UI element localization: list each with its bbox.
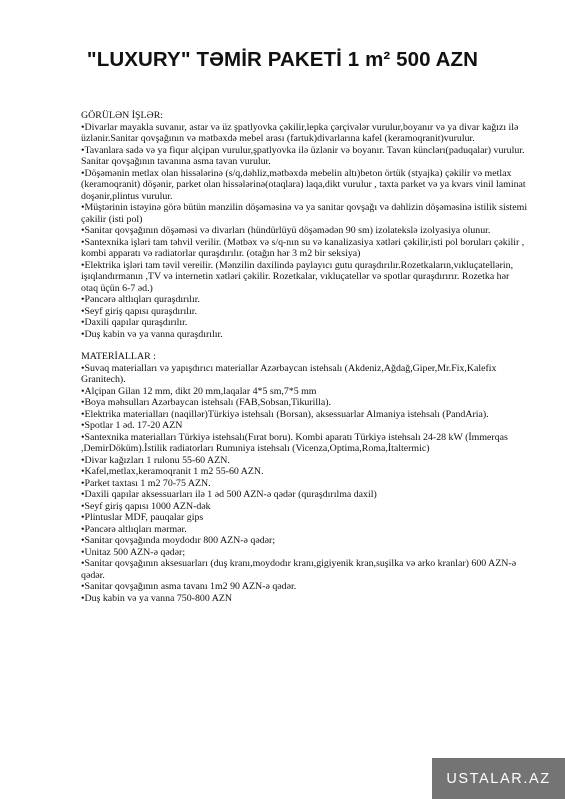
list-item: •Santexnika işləri tam təhvil verilir. (Mətbəx və s/q-nın su və kanalizasiya xətləri çəkilir,isti pol boruları çəkilir , kombi apparatı və radiatorlar quraşdırılır. (otağın hər 3 m2 bir seksiya) [81, 236, 525, 259]
list-item: •Sanitar qovşağının döşəməsi və divarları (hündürlüyü döşəmədən 90 sm) izolatekslə izolyasiya olunur. [81, 225, 491, 236]
materials-section [81, 351, 528, 604]
list-item: •Divar kağızları 1 rulonu 55-60 AZN. [81, 454, 230, 466]
list-item: •Alçipan Gilan 12 mm, dikt 20 mm,laqalar 4*5 sm,7*5 mm [81, 385, 317, 397]
list-item: •Parket taxtası 1 m2 70-75 AZN. [81, 477, 211, 489]
list-item: •Kafel,metlax,keramoqranit 1 m2 55-60 AZN. [81, 466, 264, 477]
list-item: •Elektrika materialları (naqillər)Türkiyə istehsalı (Borsan), aksessuarlar Almaniya istehsalı (PandAria). [81, 408, 489, 420]
list-item: •Sanitar qovşağının asma tavanı 1m2 90 AZN-ə qədər. [81, 581, 297, 592]
list-item: •Müştərinin istəyinə görə bütün mənzilin döşəməsinə və ya sanitar qovşağı və dəhlizin döşəməsinə istilik sistemi çəkilir (isti pol) [81, 202, 528, 225]
materials-heading: MATERİALLAR : [81, 351, 156, 362]
list-item: •Spotlar 1 əd. 17-20 AZN [81, 420, 183, 431]
list-item: •Döşəmənin metlax olan hissələrinə (s/q,dəhliz,mətbəxdə mebelin altı)beton örtük (styajka) çəkilir və metlax (keramoqranit) döşənir, parket olan hissələrinə(otaqlara) laqa,dikt vurulur , taxta parket və ya kvars vinil laminat doşənir,plintus vurulur. [81, 167, 526, 202]
section-spacer [81, 340, 528, 351]
list-item: •Plintuslar MDF, pauqalar gips [81, 512, 204, 523]
list-item: •Pəncərə altlıqları mərmər. [81, 523, 187, 535]
document-body [81, 110, 528, 604]
list-item: •Unitaz 500 AZN-ə qədər; [81, 546, 186, 558]
list-item: •Pəncərə altlıqları quraşdırılır. [81, 294, 200, 305]
ustalar-watermark: USTALAR.AZ [432, 758, 565, 799]
list-item: •Seyf giriş qapısı quraşdırılır. [81, 305, 197, 317]
list-item: •Duş kabin və ya vanna quraşdırılır. [81, 328, 223, 340]
list-item: •Daxili qapılar aksessuarları ilə 1 əd 500 AZN-ə qədər (quraşdırılma daxil) [81, 489, 377, 500]
materials-list [81, 363, 528, 605]
list-item: •Duş kabin və ya vanna 750-800 AZN [81, 592, 233, 604]
list-item: •Santexnika materialları Türkiyə istehsalı(Fırat boru). Kombi aparatı Türkiyə istehsalı 24-28 kW (İmmerqas ,DemirDöküm).İstilik radiatorları Rumıniya istehsalı (Vicenza,Optima,Roma,İtaltermic) [81, 431, 508, 454]
document-title: "LUXURY" TƏMİR PAKETİ 1 m² 500 AZN [86, 48, 479, 71]
list-item: •Tavanlara sadə və ya fiqur alçipan vurulur,şpatlyovka ilə üzlənir və boyanır. Tavan künclərı(paduqalar) vurulur. Sanitar qovşağının tavanına asma tavan vurulur. [81, 144, 525, 167]
list-item: •Elektrika işləri tam təvil vereilir. (Mənzilin daxilində paylayıcı gutu quraşdırılır.Rozetkaların,vıkluçatellərin, işıqlandırmanın ,TV və internetin xətləri çəkilir. Rozetkalar, vıkluçatellər və spotlar quraşdırırır. Rozetka hər otaq üçün 6-7 əd.) [81, 259, 514, 294]
works-section [81, 110, 528, 340]
list-item: •Sanitar qovşağında moydodır 800 AZN-ə qədər; [81, 535, 276, 546]
list-item: •Divarlar mayakla suvanır, astar və üz şpatlyovka çəkilir,lepka çərçivələr vurulur,boyanır və ya divar kağızı ilə üzlənir.Sanitar qovşağının və mətbəxdə mebel arası (fartuk)divarlarına kafel (keramoqranit)vurulur. [81, 121, 519, 144]
list-item: •Seyf giriş qapısı 1000 AZN-dək [81, 500, 211, 512]
list-item: •Suvaq materialları və yapışdırıcı materiallar Azərbaycan istehsalı (Akdeniz,Ağdağ,Giper,Mr.Fix,Kalefix Granitech). [81, 362, 497, 385]
works-heading: GÖRÜLƏN İŞLƏR: [81, 110, 164, 121]
works-list [81, 122, 528, 341]
list-item: •Sanitar qovşağının aksesuarları (duş kranı,moydodır kranı,gigiyenik kran,suşilka və arko kranlar) 600 AZN-ə qədər. [81, 558, 517, 581]
list-item: •Daxili qapılar quraşdırılır. [81, 317, 188, 328]
list-item: •Boya məhsulları Azərbaycan istehsalı (FAB,Sobsan,Tikurilla). [81, 397, 332, 408]
